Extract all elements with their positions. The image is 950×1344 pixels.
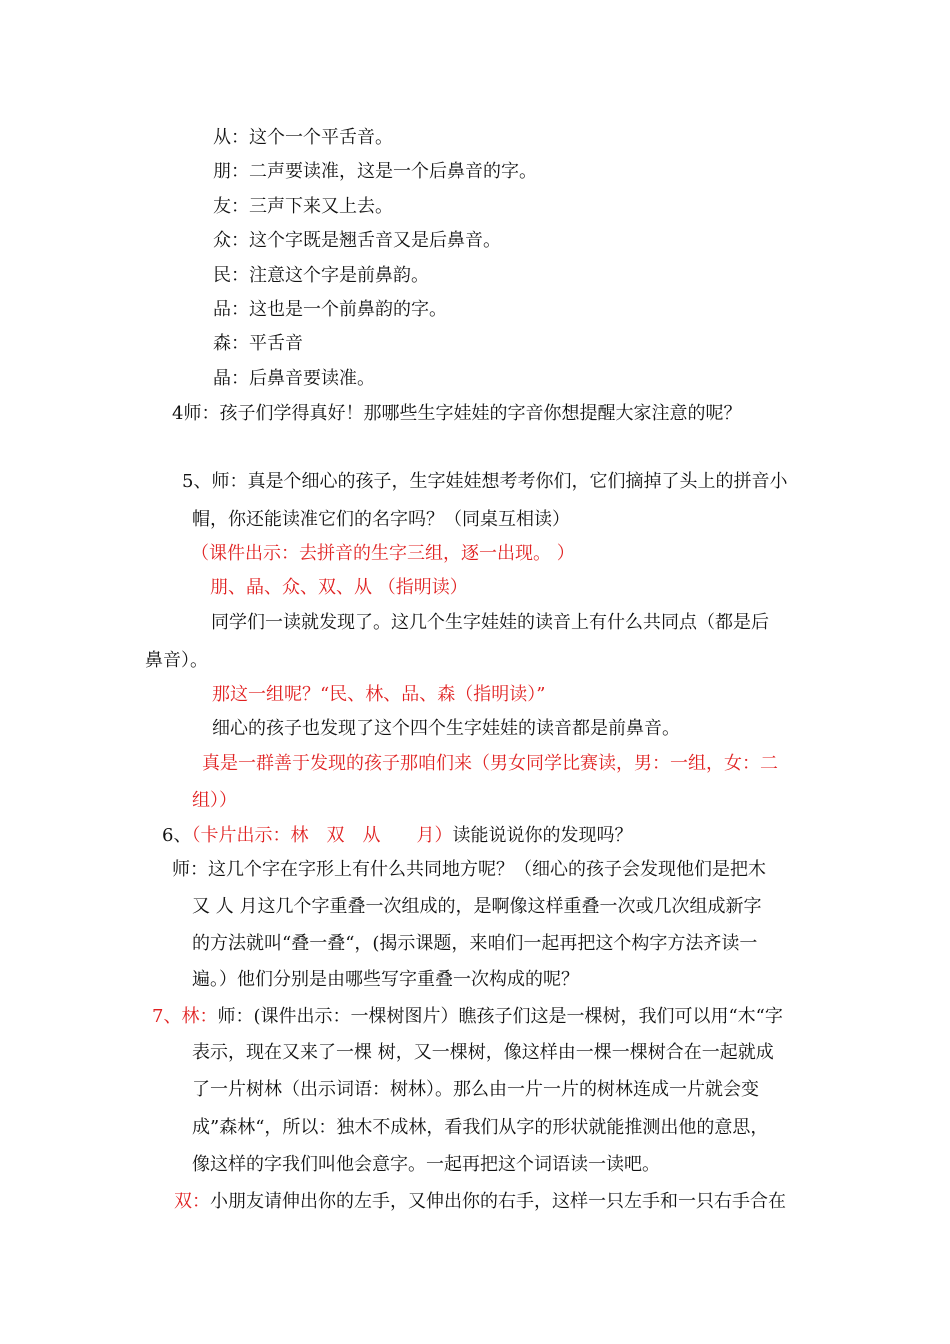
step5-line1: 5、师：真是个细心的孩子，生字娃娃想考考你们，它们摘掉了头上的拼音小 bbox=[182, 471, 788, 492]
step5-finding2: 细心的孩子也发现了这个四个生字娃娃的读音都是前鼻音。 bbox=[212, 718, 680, 739]
vocab-note-cong: 从：这个一个平舌音。 bbox=[213, 127, 393, 148]
step8-line1: 小朋友请伸出你的左手，又伸出你的右手，这样一只左手和一只右手合在 bbox=[210, 1191, 786, 1212]
step8-line1-row bbox=[174, 1188, 786, 1216]
step5-finding1-line1: 同学们一读就发现了。这几个生字娃娃的读音上有什么共同点（都是后 bbox=[211, 612, 769, 633]
vocab-note-sen: 森：平舌音 bbox=[213, 333, 303, 354]
step7-line4: 成”森林“，所以：独木不成林，看我们从字的形状就能推测出他的意思， bbox=[192, 1117, 769, 1138]
step5-contest-line1: 真是一群善于发现的孩子那咱们来（男女同学比赛读，男：一组，女：二 bbox=[202, 753, 778, 774]
step6-line1: 师：这几个字在字形上有什么共同地方呢？（细心的孩子会发现他们是把木 bbox=[172, 859, 766, 880]
step7-line5: 像这样的字我们叫他会意字。一起再把这个词语读一读吧。 bbox=[192, 1154, 660, 1175]
step5-courseware-note: （课件出示：去拼音的生字三组，逐一出现。 ） bbox=[191, 543, 575, 564]
step4-paragraph: 4师：孩子们学得真好！那哪些生字娃娃的字音你想提醒大家注意的呢？ bbox=[172, 403, 742, 424]
step6-heading bbox=[162, 822, 632, 850]
step7-line1: 师：(课件出示：一棵树图片）瞧孩子们这是一棵树，我们可以用“木“字 bbox=[217, 1006, 783, 1027]
vocab-note-pin: 品：这也是一个前鼻韵的字。 bbox=[213, 299, 447, 320]
step7-line3: 了一片树林（出示词语：树林）。那么由一片一片的树林连成一片就会变 bbox=[192, 1079, 759, 1100]
step7-label: 7、林： bbox=[152, 1006, 218, 1027]
step5-group1: 朋、晶、众、双、从 （指明读） bbox=[210, 577, 468, 598]
step6-question: 读能说说你的发现吗？ bbox=[452, 825, 633, 846]
step7-line2: 表示，现在又来了一棵 树，又一棵树，像这样由一棵一棵树合在一起就成 bbox=[192, 1042, 774, 1063]
vocab-note-peng: 朋：二声要读准，这是一个后鼻音的字。 bbox=[213, 161, 537, 182]
step7-line1-row bbox=[152, 1003, 783, 1031]
step6-line4: 遍。）他们分别是由哪些写字重叠一次构成的呢？ bbox=[192, 969, 579, 990]
step5-group2: 那这一组呢？“民、林、品、森（指明读）” bbox=[212, 684, 546, 705]
vocab-note-zhong: 众：这个字既是翘舌音又是后鼻音。 bbox=[213, 230, 501, 251]
step8-label: 双： bbox=[174, 1191, 210, 1212]
step5-finding1-line2: 鼻音）。 bbox=[145, 650, 208, 671]
step6-card-note: （卡片出示：林 双 从 月） bbox=[191, 825, 453, 846]
step6-line2: 又 人 月这几个字重叠一次组成的，是啊像这样重叠一次或几次组成新字 bbox=[192, 896, 762, 917]
step6-line3: 的方法就叫“叠一叠“，(揭示课题，来咱们一起再把这个构字方法齐读一 bbox=[192, 933, 758, 954]
vocab-note-min: 民：注意这个字是前鼻韵。 bbox=[213, 265, 429, 286]
step5-contest-line2: 组）） bbox=[192, 790, 237, 811]
step5-line2: 帽，你还能读准它们的名字吗？（同桌互相读） bbox=[192, 509, 570, 530]
vocab-note-jing: 晶：后鼻音要读准。 bbox=[213, 368, 375, 389]
step6-number: 6、 bbox=[162, 825, 192, 846]
vocab-note-you: 友：三声下来又上去。 bbox=[213, 196, 393, 217]
